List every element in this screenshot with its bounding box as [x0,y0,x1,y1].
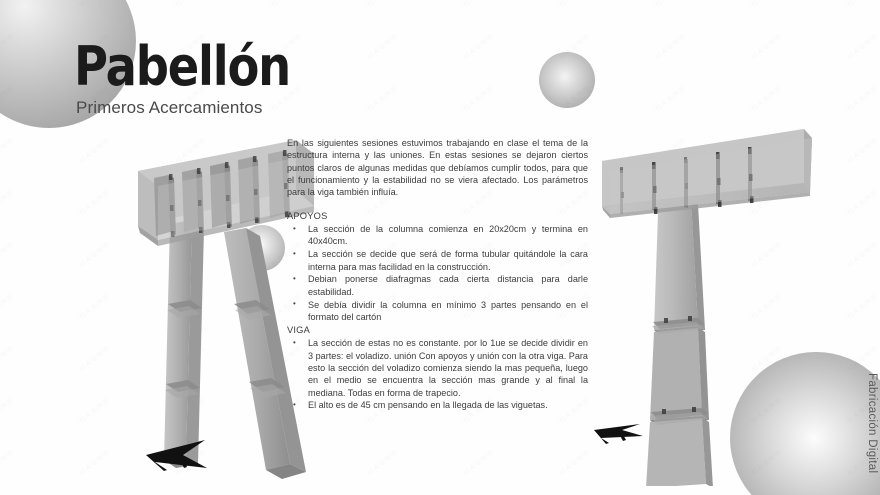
watermark-text [845,136,880,167]
watermark-text [0,136,16,167]
title-block [74,35,325,118]
watermark-text [845,240,880,271]
watermark-text [77,240,112,271]
body-copy-column [287,137,588,412]
watermark-text [0,344,16,375]
watermark-text [557,448,592,479]
watermark-text [653,0,688,10]
watermark-text [0,292,16,323]
dart-arrow-marker-right [593,419,645,450]
watermark-text [77,136,112,167]
side-label-fabricacion-digital: Fabricación Digital [866,372,878,473]
watermark-text [365,0,400,10]
watermark-text [749,0,784,10]
page-subtitle: Primeros Acercamientos [76,97,263,117]
section-heading-viga: VIGA [287,324,311,335]
watermark-text [749,84,784,115]
section-viga [287,324,588,412]
watermark-text [461,0,496,10]
watermark-text [365,448,400,479]
section-apoyos [287,210,588,324]
bullet-list-viga [287,337,588,412]
watermark-text [77,188,112,219]
list-item: • Debian ponerse diafragmas cada cierta distancia para darle estabilidad. [287,273,588,298]
dart-arrow-marker-left [145,437,211,478]
watermark-text [0,448,16,479]
watermark-text [365,32,400,63]
watermark-text [0,396,16,427]
list-item: • El alto es de 45 cm pensando en la llegada de las viguetas. [287,399,588,411]
list-item: • La sección de la columna comienza en 20x20cm y termina en 40x40cm. [287,223,588,248]
watermark-text [845,292,880,323]
watermark-text [461,32,496,63]
watermark-text [845,84,880,115]
watermark-text [0,188,16,219]
list-item: • Se debía dividir la columna en mínimo 3 partes pensando en el formato del cartón [287,299,588,324]
watermark-text [77,344,112,375]
watermark-text [749,32,784,63]
decorative-sphere-top-center [539,52,595,108]
watermark-text [653,32,688,63]
left-leg [164,220,204,468]
watermark-text [461,84,496,115]
watermark-text [0,240,16,271]
watermark-text [653,84,688,115]
watermark-text [173,0,208,10]
watermark-text [461,448,496,479]
watermark-text [77,448,112,479]
watermark-text [845,0,880,10]
bullet-list-apoyos [287,223,588,323]
page-title: Pabellón [74,35,291,98]
watermark-text [77,396,112,427]
dart-arrow-right-icon [593,419,645,445]
list-item: • La sección se decide que será de forma tubular quitándole la cara interna para mas facilidad en la construcción. [287,248,588,273]
watermark-text [269,0,304,10]
section-heading-apoyos: APOYOS [287,210,328,221]
watermark-text [77,292,112,323]
watermark-text [557,0,592,10]
watermark-text [845,188,880,219]
watermark-text [845,32,880,63]
list-item: • La sección de estas no es constante. por lo 1ue se decide dividir en 3 partes: el voladizo. unión Con apoyos y unión con la otra viga. Para esto la sección del voladizo comienza siendo la mas pequeña, luego en el medio se encuentra la sección mas grande y al final la mediana. Todas en forma de trapecio. [287,337,588,399]
dart-arrow-left-icon [145,437,211,473]
support-column [646,182,713,486]
intro-paragraph: En las siguientes sesiones estuvimos trabajando en clase el tema de la estructura interna y las uniones. En estas sesiones se dejaron ciertos puntos claros de algunas medidas que debíamos cumplir todos, para que el funcionamiento y la estabilidad no se viera afectado. Los parámetros para la viga también influía. [287,138,588,198]
watermark-text [365,84,400,115]
